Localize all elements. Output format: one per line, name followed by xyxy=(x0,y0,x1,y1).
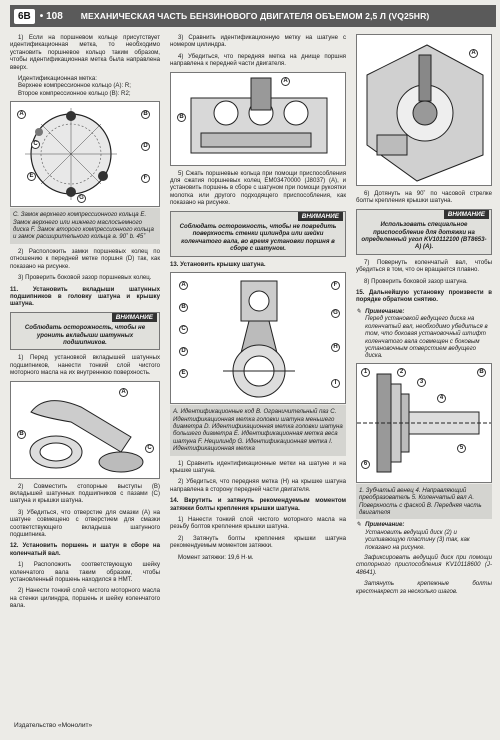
figure-label: 4 xyxy=(437,394,446,403)
figure-label: B xyxy=(177,113,186,122)
paragraph: 3) Проверить боковой зазор поршневых колец. xyxy=(18,274,152,282)
figure-label: B xyxy=(141,110,150,119)
column-middle xyxy=(170,34,346,565)
warning-label: ВНИМАНИЕ xyxy=(298,212,343,221)
figure-caption: C. Замок верхнего компрессионного кольца E. Замок верхнего или нижнего маслосъемного диска F. Замок второго компрессионного кольца и замок расширительного кольца а. 90˚ b. 45˚ xyxy=(10,208,160,244)
figure-label: C xyxy=(31,140,40,149)
paragraph: 1) Перед установкой вкладышей шатунных подшипников, нанести тонкий слой чистого моторного масла на их внутреннюю поверхность. xyxy=(10,354,160,377)
figure-label: F xyxy=(331,281,340,290)
warning-box xyxy=(10,312,160,351)
remark-icon: ✎ xyxy=(356,521,362,529)
figure-label: F xyxy=(141,174,150,183)
step-heading: 12. Установить поршень и шатун в сборе на коленчатый вал. xyxy=(10,542,160,557)
publisher-footer: Издательство «Монолит» xyxy=(14,722,93,729)
remark-text: Затянуть крепежные болты крестнакрест за несколько шагов. xyxy=(356,580,492,595)
figure-label: G xyxy=(77,194,86,203)
paragraph: 3) Убедиться, что отверстие для смазки (A) на шатуне совмещено с отверстием для смазки соответствующего вкладыша шатунного подшипника. xyxy=(10,508,160,538)
step-heading: 11. Установить вкладыши шатунных подшипников в головку шатуна и крышку шатуна. xyxy=(10,285,160,308)
figure-label: B xyxy=(477,368,486,377)
step-heading: 14. Вкрутить и затянуть рекомендуемым моментом затяжки болты крепления крышки шатуна. xyxy=(170,497,346,512)
paragraph: 2) Нанести тонкий слой чистого моторного масла на стенки цилиндра, поршень и шейку коленчатого вала. xyxy=(10,587,160,610)
figure-drive-plate xyxy=(356,363,492,483)
figure-label: I xyxy=(331,379,340,388)
paragraph: 2) Убедиться, что передняя метка (H) на крышке шатуна направлена в сторону передней части двигателя. xyxy=(170,478,346,493)
figure-angle-tool xyxy=(356,34,492,186)
paragraph: 5) Сжать поршневые кольца при помощи приспособления для сжатия поршневых колец EM03470000 (J8037) (A), и установить поршень в сборе с шатуном при помощи рукоятки молотка или другого подходящего приспособления, как показано на рисунке. xyxy=(170,169,346,207)
figure-label: E xyxy=(179,369,188,378)
figure-label: 1 xyxy=(361,368,370,377)
figure-label: C xyxy=(145,444,154,453)
piston-install-diagram xyxy=(171,73,346,165)
figure-caption: 1. Зубчатый венец 4. Направляющий преобразователь 5. Коленчатый вал A. Поверхность с фаской B. Передняя часть двигателя xyxy=(356,484,492,520)
paragraph: 1) Сравнить идентификационные метки на шатуне и на крышке шатуна. xyxy=(170,459,346,474)
figure-label: D xyxy=(141,142,150,151)
step-heading: 13. Установить крышку шатуна. xyxy=(170,260,266,268)
figure-label: A xyxy=(281,77,290,86)
remark-block xyxy=(356,308,492,360)
paragraph: 2) Расположить замки поршневых колец по отношению к передней метке поршня (D) так, как показано на рисунке. xyxy=(10,247,160,270)
figure-label: E xyxy=(27,172,36,181)
remark-label: Примечание: xyxy=(365,521,405,529)
step-heading: 15. Дальнейшую установку произвести в порядке обратном снятию. xyxy=(356,289,492,304)
figure-label: A xyxy=(469,49,478,58)
figure-label: 3 xyxy=(417,378,426,387)
ident-block xyxy=(18,75,160,97)
remark-block xyxy=(356,521,492,551)
figure-label: C xyxy=(179,325,188,334)
warning-label: ВНИМАНИЕ xyxy=(444,210,489,219)
remark-text: Перед установкой ведущего диска на коленчатый вал, необходимо убедиться в том, что боковая установочный штифт коленчатого вала совмещен с боковым установочным отверстием ведущего диска. xyxy=(365,315,488,360)
ident-line: Верхнее компрессионное кольцо (A): R; xyxy=(18,82,131,90)
remark-text: Зафиксировать ведущий диск при помощи стопорного приспособления KV10118600 (J-48641). xyxy=(356,553,492,576)
ring-gap-diagram xyxy=(11,102,160,206)
section-badge: 6В xyxy=(14,9,35,24)
paragraph: 4) Убедиться, что передняя метка на днище поршня направлена к передней части двигателя. xyxy=(170,52,346,68)
figure-piston-install xyxy=(170,72,346,166)
paragraph: 3) Сравнить идентификационную метку на шатуне с номером цилиндра. xyxy=(170,34,346,49)
figure-label: A xyxy=(119,388,128,397)
figure-ring-gaps xyxy=(10,101,160,207)
figure-label: H xyxy=(331,343,340,352)
page-number: • 108 xyxy=(39,10,63,22)
paragraph: 2) Затянуть болты крепления крышки шатуна рекомендуемым моментом затяжки. xyxy=(170,534,346,550)
figure-label: A xyxy=(17,110,26,119)
figure-label: 2 xyxy=(397,368,406,377)
figure-bearings xyxy=(10,381,160,479)
paragraph: 7) Повернуть коленчатый вал, чтобы убедиться в том, что он вращается плавно. xyxy=(356,258,492,274)
figure-label: B xyxy=(179,303,188,312)
warning-text: Соблюдать осторожность, чтобы не уронить вкладыши шатунных подшипников. xyxy=(24,324,146,346)
remark-text: Установить ведущий диск (2) и усиливающую пластину (3) так, как показано на рисунке. xyxy=(365,528,470,551)
warning-label: ВНИМАНИЕ xyxy=(112,313,157,322)
figure-label: 6 xyxy=(361,460,370,469)
remark-label: Примечание: xyxy=(365,307,405,315)
figure-label: D xyxy=(179,347,188,356)
paragraph: 1) Нанести тонкий слой чистого моторного масла на резьбу болтов крепления крышки шатуна. xyxy=(170,515,346,531)
paragraph: 2) Совместить стопорные выступы (B) вкладышей шатунных подшипников с пазами (C) шатуна и крышки шатуна. xyxy=(10,482,160,505)
warning-box xyxy=(170,211,346,257)
figure-conrod-marks xyxy=(170,272,346,404)
bearing-diagram xyxy=(11,382,160,478)
paragraph: 1) Расположить соответствующую шейку коленчатого вала таким образом, чтобы установленный поршень находился в НМТ. xyxy=(10,561,160,584)
warning-box xyxy=(356,209,492,255)
conrod-diagram xyxy=(171,273,346,403)
remark-icon: ✎ xyxy=(356,307,362,315)
paragraph: 6) Дотянуть на 90˚ по часовой стрелке болты крепления крышки шатуна. xyxy=(356,190,492,205)
column-left xyxy=(10,34,160,614)
ident-title: Идентификационная метка: xyxy=(18,75,97,83)
ident-line: Второе компрессионное кольцо (B): R2; xyxy=(18,89,131,97)
figure-label: B xyxy=(17,430,26,439)
warning-text: Соблюдать осторожность, чтобы не повредить поверхность стенки цилиндра или шейки коленчатого вала, во время установки поршня в сборе с шатуном. xyxy=(179,223,337,253)
figure-label: G xyxy=(331,309,340,318)
figure-label: A xyxy=(179,281,188,290)
warning-text: Использовать специальное приспособление для дотяжки на определенный угол KV10112100 (BT8653-A) (A). xyxy=(361,221,487,251)
figure-label: 5 xyxy=(457,444,466,453)
torque-value: Момент затяжки: 19,6 Н·м. xyxy=(178,553,254,561)
paragraph: 8) Проверить боковой зазор шатуна. xyxy=(364,277,468,285)
paragraph: 1) Если на поршневом кольце присутствует идентификационная метка, то необходимо установить поршневое кольцо таким образом, чтобы идентификационная метка была направлена вверх. xyxy=(10,34,160,71)
page-title: МЕХАНИЧЕСКАЯ ЧАСТЬ БЕНЗИНОВОГО ДВИГАТЕЛЯ ОБЪЕМОМ 2,5 Л (VQ25HR) xyxy=(80,11,430,21)
figure-caption: A. Идентификационные код B. Ограничительный паз C. Идентификационная метка головки шатуна меньшего диаметра D. Идентификационная метка головки шатуна большего диаметра E. Идентификационная метка веса шатуна F. Нецилиндр G. Идентификационная метка I. Идентификационная метка xyxy=(170,405,346,455)
page-header xyxy=(10,5,496,27)
column-right xyxy=(356,34,492,599)
